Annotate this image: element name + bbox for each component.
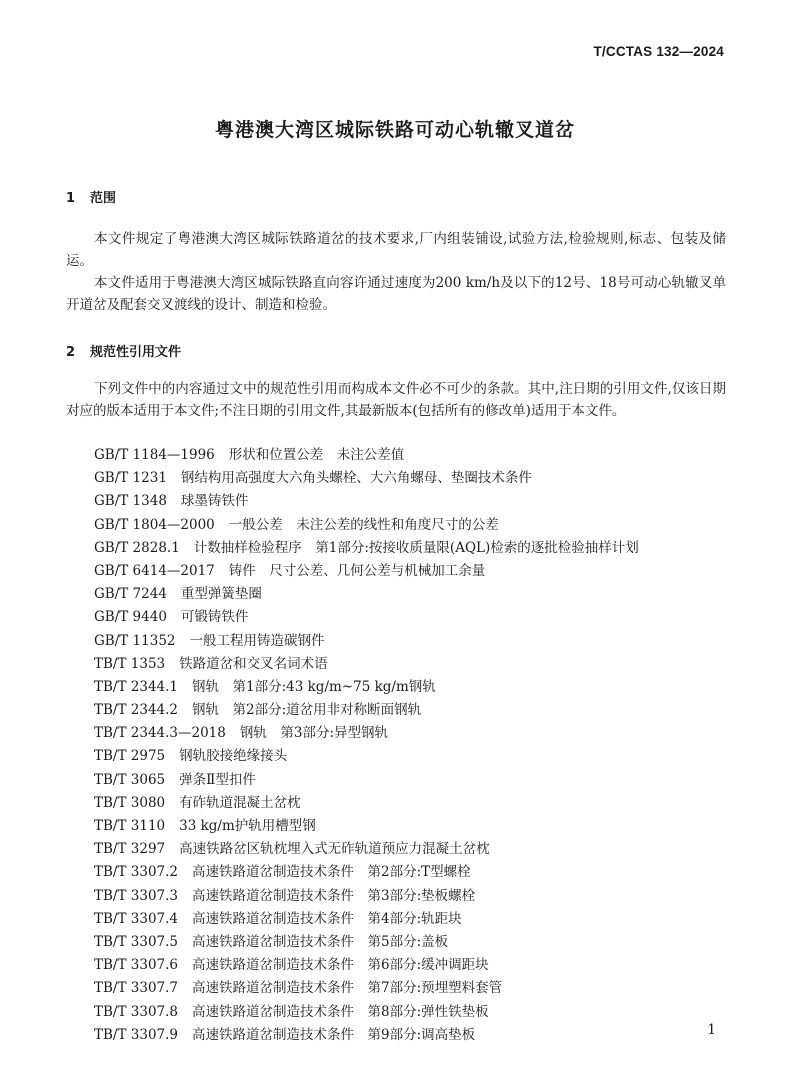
reference-item xyxy=(94,908,734,931)
reference-item xyxy=(94,838,734,861)
reference-code: TB/T 3307.3 xyxy=(94,887,179,904)
reference-item xyxy=(94,792,734,815)
reference-code: GB/T 1804—2000 xyxy=(94,516,215,533)
reference-item xyxy=(94,606,734,629)
reference-item xyxy=(94,1024,734,1047)
reference-code: GB/T 11352 xyxy=(94,632,176,649)
reference-item xyxy=(94,954,734,977)
reference-item xyxy=(94,861,734,884)
section-1-paragraph-2: 本文件适用于粤港澳大湾区城际铁路直向容许通过速度为200 km/h及以下的12号、18号可动心轨辙叉单开道岔及配套交叉渡线的设计、制造和检验。 xyxy=(66,275,726,313)
reference-code: GB/T 1348 xyxy=(94,493,167,510)
reference-item xyxy=(94,467,734,490)
reference-code: TB/T 3307.8 xyxy=(94,1003,179,1020)
reference-item xyxy=(94,653,734,676)
reference-code: GB/T 9440 xyxy=(94,609,167,626)
reference-code: TB/T 3307.4 xyxy=(94,910,179,927)
section-2-paragraph-1: 下列文件中的内容通过文中的规范性引用而构成本文件必不可少的条款。其中,注日期的引用文件,仅该日期对应的版本适用于本文件;不注日期的引用文件,其最新版本(包括所有的修改单)适用于本文件。 xyxy=(66,381,726,419)
reference-title: 高速铁路道岔制造技术条件 第6部分:缓冲调距块 xyxy=(192,957,489,974)
reference-item xyxy=(94,444,734,467)
reference-item xyxy=(94,537,734,560)
section-1-heading xyxy=(66,187,116,206)
reference-title: 一般工程用铸造碳钢件 xyxy=(189,632,325,649)
reference-code: GB/T 6414—2017 xyxy=(94,562,215,579)
normative-reference-list xyxy=(94,444,734,1047)
section-1-number: 1 xyxy=(66,191,76,206)
reference-code: TB/T 3307.5 xyxy=(94,933,179,950)
reference-code: GB/T 2828.1 xyxy=(94,539,180,556)
reference-code: TB/T 3297 xyxy=(94,841,166,858)
reference-title: 球墨铸铁件 xyxy=(180,493,249,510)
reference-title: 高速铁路道岔制造技术条件 第8部分:弹性铁垫板 xyxy=(192,1003,489,1020)
reference-title: 高速铁路道岔制造技术条件 第4部分:轨距块 xyxy=(192,910,462,927)
reference-code: TB/T 3307.6 xyxy=(94,957,179,974)
page-number: 1 xyxy=(707,1022,716,1038)
section-2-heading xyxy=(66,341,181,360)
reference-title: 弹条Ⅱ型扣件 xyxy=(179,771,256,788)
standard-code: T/CCTAS 132—2024 xyxy=(593,44,724,59)
reference-title: 高速铁路道岔制造技术条件 第2部分:T型螺栓 xyxy=(192,864,471,881)
reference-code: GB/T 1231 xyxy=(94,470,167,487)
reference-code: TB/T 3307.7 xyxy=(94,980,179,997)
section-1-paragraph-1: 本文件规定了粤港澳大湾区城际铁路道岔的技术要求,厂内组装铺设,试验方法,检验规则,标志、包装及储运。 xyxy=(66,231,726,269)
reference-code: TB/T 3080 xyxy=(94,794,166,811)
reference-code: TB/T 1353 xyxy=(94,655,166,672)
reference-item xyxy=(94,722,734,745)
reference-item xyxy=(94,630,734,653)
reference-title: 高速铁路道岔制造技术条件 第3部分:垫板螺栓 xyxy=(192,887,476,904)
reference-code: GB/T 7244 xyxy=(94,586,167,603)
reference-item xyxy=(94,699,734,722)
reference-code: TB/T 3110 xyxy=(94,818,166,834)
section-2-title: 规范性引用文件 xyxy=(90,345,182,360)
reference-title: 高速铁路岔区轨枕埋入式无砟轨道预应力混凝土岔枕 xyxy=(179,841,490,858)
reference-item xyxy=(94,490,734,513)
reference-item xyxy=(94,514,734,537)
reference-code: TB/T 2344.3—2018 xyxy=(94,725,226,742)
reference-item xyxy=(94,815,734,838)
reference-code: GB/T 1184—1996 xyxy=(94,447,215,463)
reference-title: 钢轨 第3部分:异型钢轨 xyxy=(239,725,389,742)
document-title: 粤港澳大湾区城际铁路可动心轨辙叉道岔 xyxy=(214,119,575,141)
reference-item xyxy=(94,885,734,908)
reference-item xyxy=(94,931,734,954)
reference-title: 形状和位置公差 未注公差值 xyxy=(228,447,405,463)
reference-title: 重型弹簧垫圈 xyxy=(180,586,262,603)
reference-title: 可锻铸铁件 xyxy=(180,609,249,626)
section-2-number: 2 xyxy=(66,345,76,360)
reference-title: 高速铁路道岔制造技术条件 第7部分:预埋塑料套管 xyxy=(192,980,503,997)
reference-title: 铁路道岔和交叉名词术语 xyxy=(179,655,328,672)
reference-title: 有砟轨道混凝土岔枕 xyxy=(179,794,301,811)
reference-title: 高速铁路道岔制造技术条件 第5部分:盖板 xyxy=(192,933,449,950)
reference-code: TB/T 2344.1 xyxy=(94,678,179,695)
reference-title: 钢轨 第1部分:43 kg/m~75 kg/m钢轨 xyxy=(192,678,436,695)
reference-title: 铸件 尺寸公差、几何公差与机械加工余量 xyxy=(228,562,486,579)
reference-code: TB/T 3065 xyxy=(94,771,166,788)
reference-item xyxy=(94,769,734,792)
reference-code: TB/T 2975 xyxy=(94,748,166,765)
reference-item xyxy=(94,583,734,606)
reference-code: TB/T 3307.9 xyxy=(94,1026,179,1043)
reference-title: 钢轨胶接绝缘接头 xyxy=(179,748,288,765)
reference-code: TB/T 3307.2 xyxy=(94,864,179,881)
reference-item xyxy=(94,560,734,583)
reference-title: 高速铁路道岔制造技术条件 第9部分:调高垫板 xyxy=(192,1026,476,1043)
reference-title: 钢轨 第2部分:道岔用非对称断面钢轨 xyxy=(192,702,422,719)
reference-item xyxy=(94,1001,734,1024)
reference-title: 33 kg/m护轨用槽型钢 xyxy=(179,818,316,834)
reference-title: 计数抽样检验程序 第1部分:按接收质量限(AQL)检索的逐批检验抽样计划 xyxy=(193,539,639,556)
reference-item xyxy=(94,977,734,1000)
reference-item xyxy=(94,676,734,699)
reference-title: 钢结构用高强度大六角头螺栓、大六角螺母、垫圈技术条件 xyxy=(180,470,532,487)
reference-item xyxy=(94,745,734,768)
section-1-title: 范围 xyxy=(90,191,117,206)
reference-code: TB/T 2344.2 xyxy=(94,702,179,719)
reference-title: 一般公差 未注公差的线性和角度尺寸的公差 xyxy=(228,516,499,533)
